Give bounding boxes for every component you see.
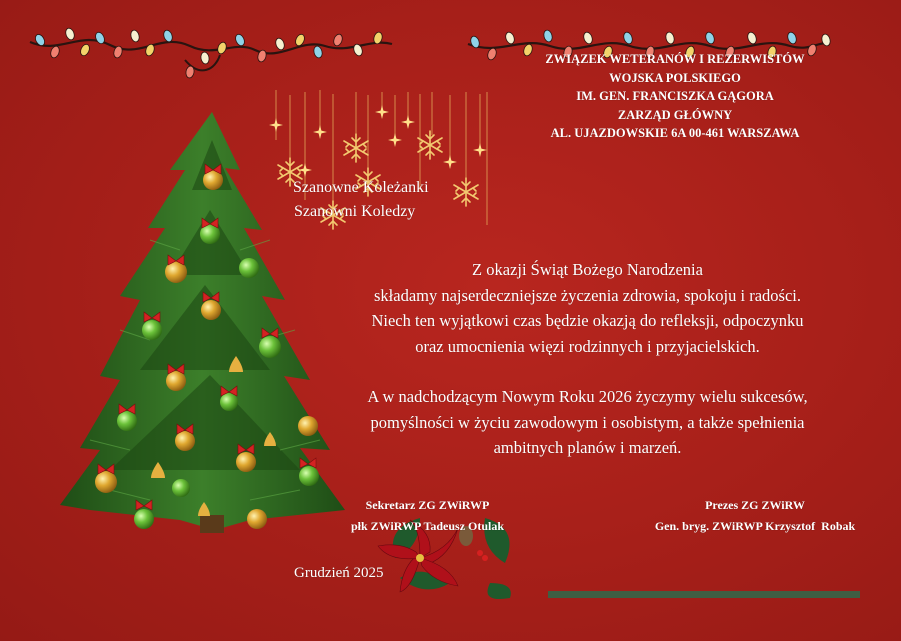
message-line: składamy najserdeczniejsze życzenia zdrowia, spokoju i radości. — [374, 285, 801, 305]
signature-name: Gen. bryg. ZWiRWP Krzysztof Robak — [654, 519, 856, 533]
org-line: WOJSKA POLSKIEGO — [609, 70, 741, 85]
signature-title: Sekretarz ZG ZWiRWP — [365, 498, 490, 512]
message-line: oraz umocnienia więzi rodzinnych i przyjacielskich. — [415, 336, 760, 356]
signature-president — [615, 495, 895, 537]
org-line: IM. GEN. FRANCISZKA GĄGORA — [576, 89, 774, 103]
message-line: Z okazji Świąt Bożego Narodzenia — [472, 260, 703, 279]
message-line: ambitnych planów i marzeń. — [493, 438, 682, 457]
message-body — [300, 257, 875, 461]
signature-name: płk ZWiRWP Tadeusz Otulak — [350, 519, 505, 533]
org-line: ZARZĄD GŁÓWNY — [617, 107, 733, 122]
message-line: pomyślności w życiu zawodowym i osobistym, a także spełnienia — [370, 412, 805, 432]
paragraph-gap — [300, 359, 875, 384]
message-line: Niech ten wyjątkowi czas będzie okazją do refleksji, odpoczynku — [371, 311, 804, 330]
greeting-line-1: Szanowne Koleżanki — [293, 179, 429, 196]
greeting — [293, 176, 429, 224]
signature-secretary — [300, 495, 555, 537]
message-line: A w nadchodzącym Nowym Roku 2026 życzymy wielu sukcesów, — [367, 387, 808, 406]
org-address: AL. UJAZDOWSKIE 6A 00-461 WARSZAWA — [550, 126, 800, 140]
greeting-line-2: Szanowni Koledzy — [294, 203, 416, 220]
organization-header — [470, 50, 880, 143]
date: Grudzień 2025 — [294, 565, 384, 581]
string-lights-icon — [30, 27, 392, 79]
org-line: ZWIĄZEK WETERANÓW I REZERWISTÓW — [545, 52, 805, 66]
decorative-bar — [548, 591, 860, 598]
signature-title: Prezes ZG ZWiRW — [705, 498, 805, 512]
